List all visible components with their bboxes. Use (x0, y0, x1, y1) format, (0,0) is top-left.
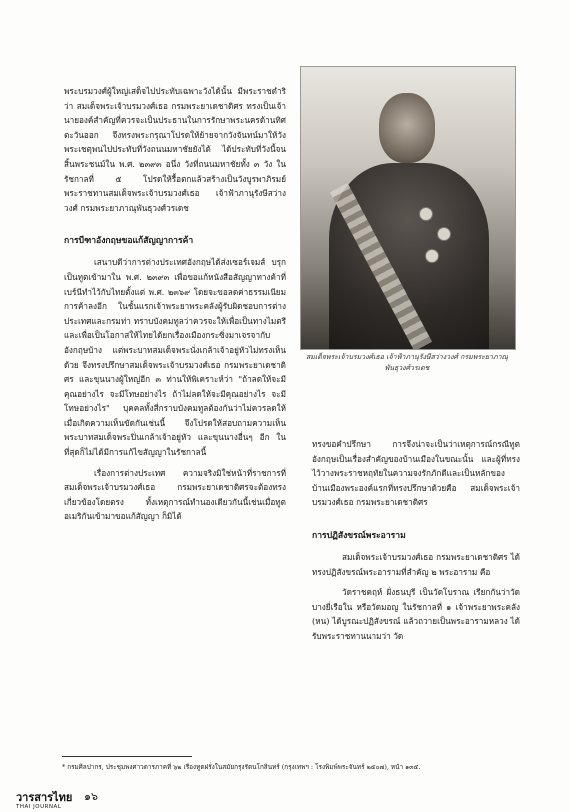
right-paragraph-2: สมเด็จพระเจ้าบรมวงศ์เธอ กรมพระยาเดชาดิศร ได้ทรงปฏิสังขรณ์พระอารามที่สำคัญ ๒ พระอาราม คือ (312, 551, 520, 577)
portrait-photo (300, 66, 516, 350)
footnote: * กรมศิลปากร, ประชุมพงศาวดารภาคที่ ๖๒ เรื่องทูตฝรั่งในสมัยกรุงรัตนโกสินทร์ (กรุงเทพฯ : โรงพิมพ์พระจันทร์ ๒๕๐๗), หน้า ๑๓๕. (62, 763, 421, 771)
right-paragraph-1: ทรงขอคำปรึกษา การจึงน่าจะเป็นว่าเหตุการณ์กรณีทูตอังกฤษเป็นเรื่องสำคัญของบ้านเมืองในขณะนั้น และผู้ที่ทรงไว้วางพระราชหฤทัยในความจงรักภักดีและเป็นหลักของบ้านเมืองพระองค์แรกที่ทรงปรึกษาด้วยคือ สมเด็จพระเจ้าบรมวงศ์เธอ กรมพระยาเดชาดิศร (312, 439, 520, 508)
logo-thai-text: วารสารไทย (16, 791, 73, 804)
medal-icon (437, 227, 451, 241)
section-heading-treaty: การบีฑาอังกฤษขอแก้สัญญาการค้า (64, 236, 194, 247)
section-heading-restoration: การปฏิสังขรณ์พระอาราม (312, 530, 406, 541)
portrait-head (379, 93, 435, 163)
right-paragraph-3: วัดราชคฤห์ ฝั่งธนบุรี เป็นวัดโบราณ เรียกกันว่าวัดบางยี่เรือใน หรือวัดมอญ ในรัชกาลที่ ๑ เจ้าพระยาพระคลัง (หน) ได้บูรณะปฏิสังขรณ์ แล้วถวายเป็นพระอารามหลวง ได้รับพระราชทานนามว่า วัด (312, 587, 520, 641)
journal-logo (16, 786, 72, 810)
medal-icon (425, 249, 439, 263)
medal-icon (419, 207, 433, 221)
right-column (312, 437, 520, 650)
photo-caption: สมเด็จพระเจ้าบรมวงศ์เธอ เจ้าฟ้าภานุรังษีสว่างวงศ์ กรมพระยาภาณุพันธุวงศ์วรเดช (305, 353, 508, 372)
left-paragraph-3: เรื่องการต่างประเทศ ความจริงมิใช่หน้าที่ราชการที่สมเด็จพระเจ้าบรมวงศ์เธอ กรมพระยาเดชาดิศรจะต้องทรงเกี่ยวข้องโดยตรง ทั้งเหตุการณ์ทำนองเดียวกันนี้เช่นเมื่อทูตอเมริกันเข้ามาขอแก้สัญญา ก็มิได้ (64, 467, 286, 522)
page-number: ๑๖ (84, 790, 98, 803)
footnote-rule (62, 756, 192, 757)
logo-english-text: THAI JOURNAL (16, 804, 62, 810)
left-paragraph-1: พระบรมวงศ์ผู้ใหญ่เสด็จไปประทับเฉพาะวังได้นั้น มีพระราชดำริว่า สมเด็จพระเจ้าบรมวงศ์เธอ กรมพระยาเดชาดิศร ทรงเป็นเจ้านายองค์สำคัญที่ควรจะเป็นประธานในการรักษาพระนครด้านทิศตะวันออก จึงทรงพระกรุณาโปรดให้ย้ายจากวังจันทน์มาให้วังพระเชตุพนไปประทับที่วังถนนมหาชัยยังได้ ได้ประทับที่วังนี้จนสิ้นพระชนม์ใน พ.ศ. ๒๓๙๓ อนึ่ง วังที่ถนนมหาชัยทั้ง ๓ วัง ในรัชกาลที่ ๕ โปรดให้รื้อตกแล้วสร้างเป็นวังบูรพาภิรมย์ พระราชทานสมเด็จพระเจ้าบรมวงศ์เธอ เจ้าฟ้าภานุรังษีสว่างวงศ์ กรมพระยาภาณุพันธุวงศ์วรเดช (64, 86, 286, 213)
left-column (64, 84, 286, 530)
left-paragraph-2: เสนาบดีว่าการต่างประเทศอังกฤษได้ส่งเซอร์เจมส์ บรุก เป็นทูตเข้ามาใน พ.ศ. ๒๓๙๓ เพื่อขอแก้หนังสือสัญญาทางค้าที่เบร์นีทำไว้กับไทยตั้งแต่ พ.ศ. ๒๓๖๙ โดยจะขอลดค่าธรรมเนียมการค้าลงอีก ในชั้นแรกเจ้าพระยาพระคลังผู้รับผิดชอบการต่างประเทศและกรมท่า ทราบบังคมทูลว่าควรจะให้เพื่อเป็นทางไมตรี และเพื่อเป็นโอกาสให้ไทยได้ยกเรื่องเมืองกระซิ่งมาเจรจากับอังกฤษบ้าง แต่พระบาทสมเด็จพระนั่งเกล้าเจ้าอยู่หัวไม่ทรงเห็นด้วย จึงทรงปรึกษาสมเด็จพระเจ้าบรมวงศ์เธอ กรมพระยาเดชาดิศร และขุนนางผู้ใหญ่อีก ๓ ท่านให้พิเคราะห์ว่า "ถ้าลดให้จะมีคุณอย่างไร จะมีโทษอย่างไร ถ้าไม่ลดให้จะมีคุณอย่างไร จะมีโทษอย่างไร" บุคคลทั้งสี่กราบบังคมทูลต้องกันว่าไม่ควรลดให้ เมื่อเกิดความเห็นขัดกันเช่นนี้ จึงโปรดให้สอบถามความเห็นพระบาทสมเด็จพระปิ่นเกล้าเจ้าอยู่หัว และขุนนางอื่นๆ อีก ในที่สุดก็ไม่ได้มีการแก้ไขสัญญาในรัชกาลนี้ (64, 257, 286, 458)
